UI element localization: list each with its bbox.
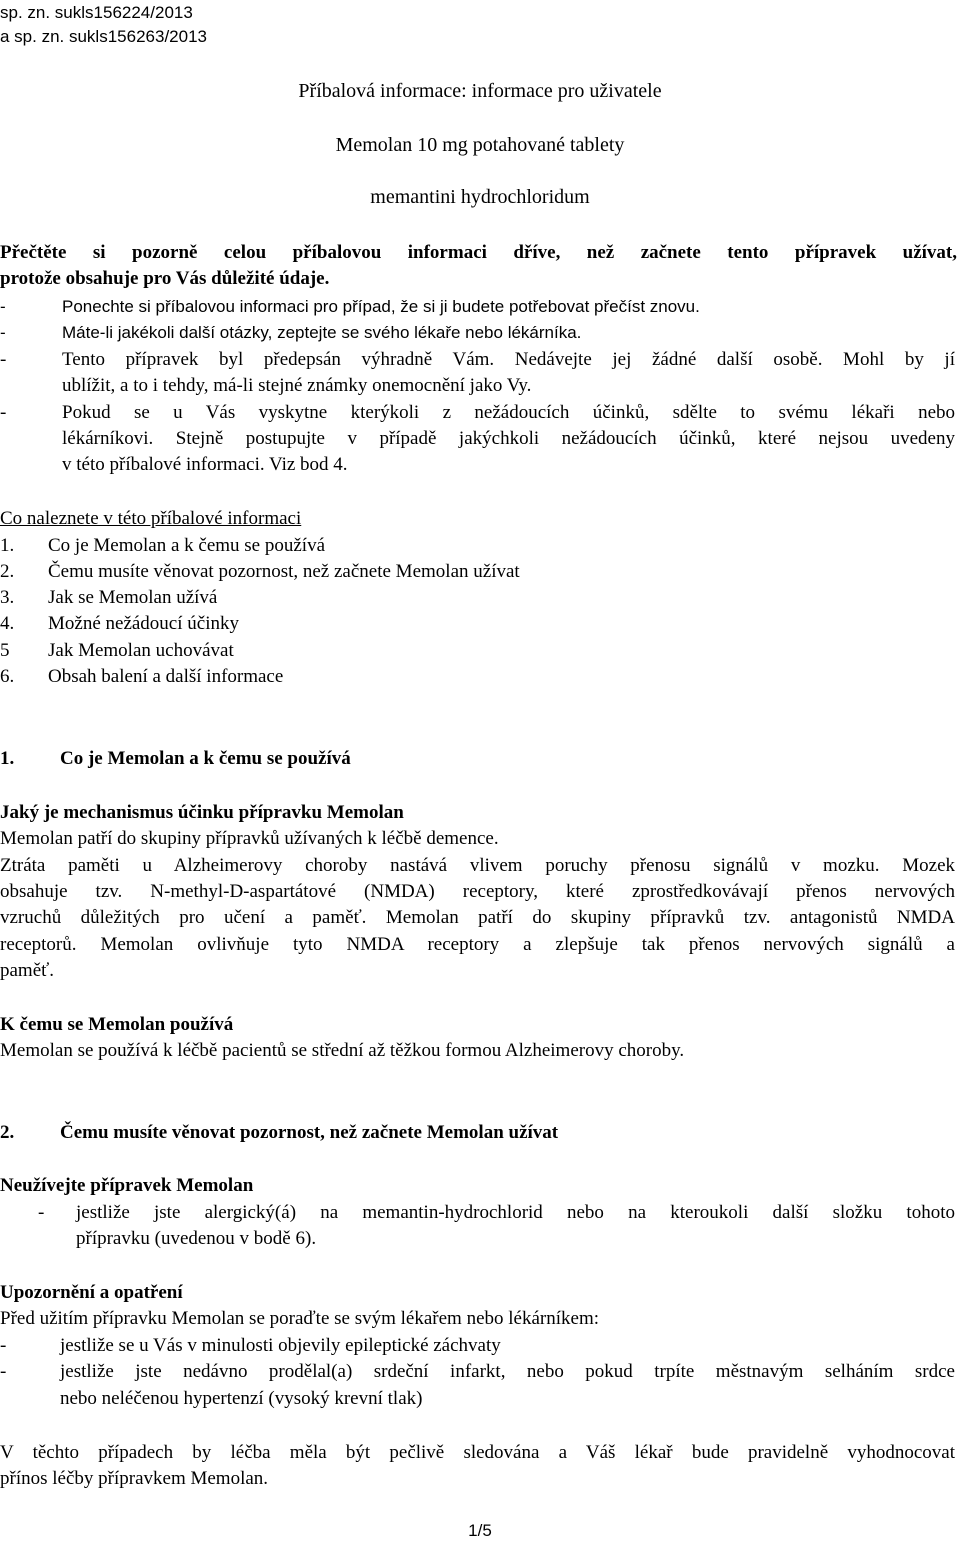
bullet-dash: - [38,1202,45,1223]
dont-take-line: přípravku (uvedenou v bodě 6). [76,1228,317,1249]
reference-number-2: a sp. zn. sukls156263/2013 [0,27,207,46]
intro-bullet-line: lékárníkovi. Stejně postupujte v případě jakýchkoli nežádoucích účinků, které nejsou uvedeny [62,428,955,449]
closing-line: V těchto případech by léčba měla být pečlivě sledována a Váš lékař bude pravidelně vyhodnocovat [0,1442,955,1463]
toc-item[interactable]: 5 Jak Memolan uchovávat [0,640,234,661]
warning-bullet-line: nebo neléčenou hypertenzí (vysoký krevní tlak) [60,1388,423,1409]
paragraph-line: obsahuje tzv. N-methyl-D-aspartátové (NMDA) receptory, které zprostředkovávají přenos nervových [0,881,955,902]
dont-take-heading: Neužívejte přípravek Memolan [0,1175,254,1196]
reference-number-1: sp. zn. sukls156224/2013 [0,3,193,22]
bullet-dash: - [0,402,7,423]
use-heading: K čemu se Memolan používá [0,1014,234,1035]
toc-item[interactable]: 3. Jak se Memolan užívá [0,587,218,608]
toc-item[interactable]: 4. Možné nežádoucí účinky [0,613,239,634]
warning-bullet-line: jestliže jste nedávno prodělal(a) srdeční infarkt, nebo pokud trpíte městnavým selháním srdce [60,1361,955,1382]
bullet-dash: - [0,323,6,342]
intro-warning-line-1: Přečtěte si pozorně celou příbalovou informaci dříve, než začnete tento přípravek užívat, [0,242,957,263]
toc-item[interactable]: 2. Čemu musíte věnovat pozornost, než začnete Memolan užívat [0,561,520,582]
bullet-dash: - [0,1361,7,1382]
intro-bullet-line: ublížit, a to i tehdy, má-li stejné známky onemocnění jako Vy. [62,375,532,396]
paragraph-line: receptorů. Memolan ovlivňuje tyto NMDA receptory a zlepšuje tak přenos nervových signálů a [0,934,955,955]
mechanism-heading: Jaký je mechanismus účinku přípravku Memolan [0,802,404,823]
paragraph-line: vzruchů důležitých pro učení a paměť. Memolan patří do skupiny přípravků tzv. antagonistů NMDA [0,907,955,928]
dont-take-line: jestliže jste alergický(á) na memantin-hydrochlorid nebo na kteroukoli další složku tohoto [76,1202,955,1223]
toc-heading: Co naleznete v této příbalové informaci [0,508,302,529]
leaflet-title: Příbalová informace: informace pro uživatele [298,80,662,102]
mechanism-text: Memolan patří do skupiny přípravků užívaných k léčbě demence. [0,828,499,849]
bullet-dash: - [0,297,6,316]
warnings-heading: Upozornění a opatření [0,1282,183,1303]
intro-bullet-line: v této příbalové informaci. Viz bod 4. [62,454,348,475]
active-substance: memantini hydrochloridum [370,186,590,208]
section-1-heading: 1. Co je Memolan a k čemu se používá [0,748,351,769]
intro-bullet-line: Tento přípravek byl předepsán výhradně Vám. Nedávejte jej žádné další osobě. Mohl by jí [62,349,955,370]
intro-bullet-line: Pokud se u Vás vyskytne kterýkoli z nežádoucích účinků, sdělte to svému lékaři nebo [62,402,955,423]
intro-bullet-line: Máte-li jakékoli další otázky, zeptejte se svého lékaře nebo lékárníka. [62,323,582,342]
toc-item[interactable]: 6. Obsah balení a další informace [0,666,284,687]
section-2-heading: 2. Čemu musíte věnovat pozornost, než začnete Memolan užívat [0,1122,559,1143]
product-name: Memolan 10 mg potahované tablety [335,134,625,156]
toc-item[interactable]: 1. Co je Memolan a k čemu se používá [0,535,326,556]
paragraph-line: Ztráta paměti u Alzheimerovy choroby nastává vlivem poruchy přenosu signálů v mozku. Mozek [0,855,955,876]
page-number: 1/5 [468,1521,492,1540]
paragraph-line: paměť. [0,960,55,981]
bullet-dash: - [0,1335,7,1356]
use-text: Memolan se používá k léčbě pacientů se střední až těžkou formou Alzheimerovy choroby. [0,1040,685,1061]
intro-bullet-line: Ponechte si příbalovou informaci pro případ, že si ji budete potřebovat přečíst znovu. [62,297,700,316]
closing-line: přínos léčby přípravkem Memolan. [0,1468,269,1489]
bullet-dash: - [0,349,7,370]
intro-warning-line-2: protože obsahuje pro Vás důležité údaje. [0,268,330,289]
warnings-intro: Před užitím přípravku Memolan se poraďte se svým lékařem nebo lékárníkem: [0,1308,600,1329]
warning-bullet-line: jestliže se u Vás v minulosti objevily epileptické záchvaty [60,1335,501,1356]
